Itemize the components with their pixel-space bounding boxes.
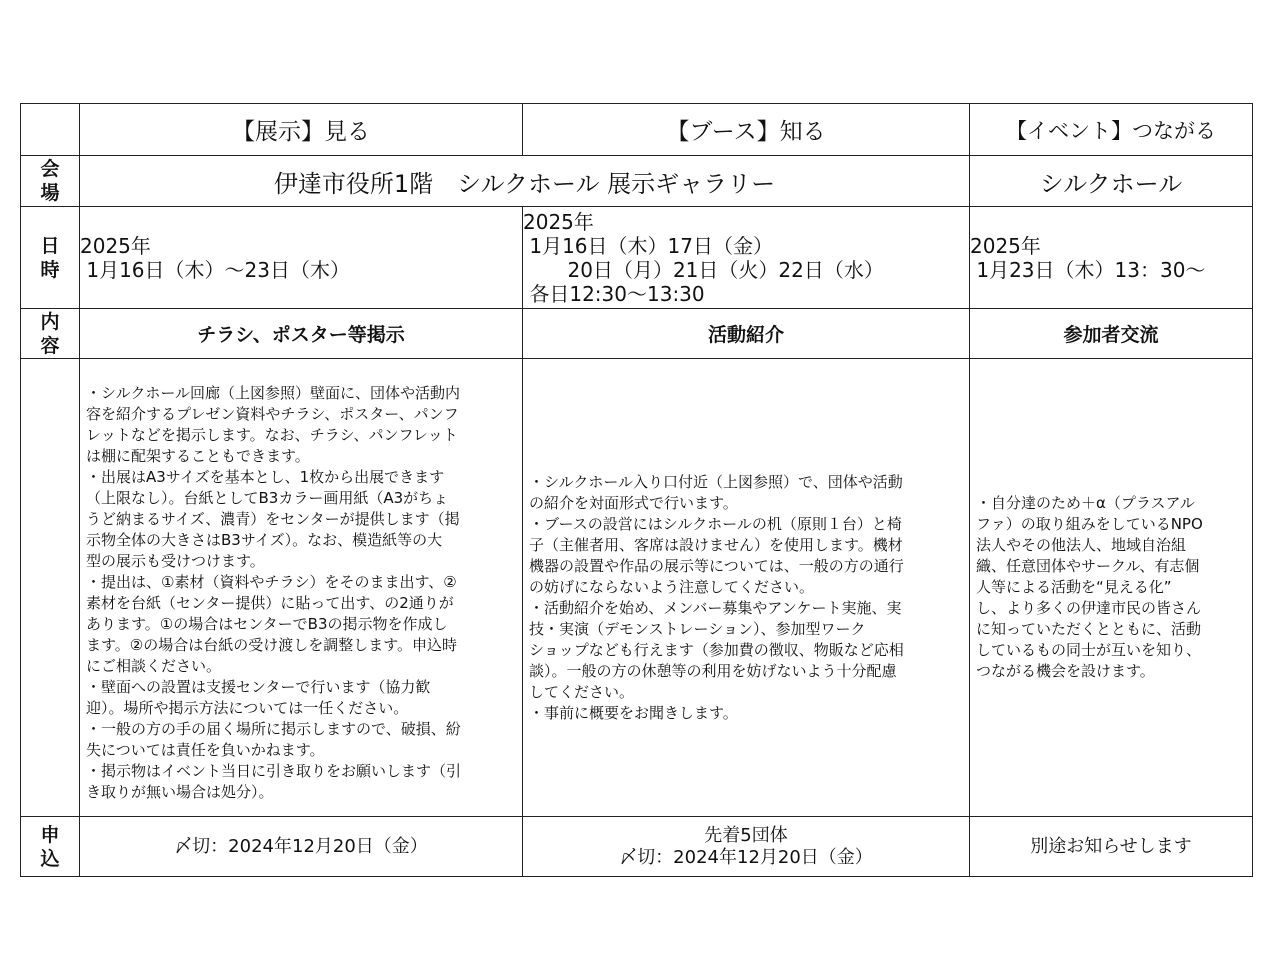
detail-exhibit: ・シルクホール回廊（上図参照）壁面に、団体や活動内 容を紹介するプレゼン資料やチラシ、ポスター、パンフ レットなどを掲示します。なお、チラシ、パンフレット は棚に配架することもできます。 ・出展はA3サイズを基本とし、1枚から出展できます （上限なし）。台紙としてB3カラー画用紙（A3がちょ うど納まるサイズ、濃青）をセンターが提供します（掲 示物全体の大きさはB3サイズ）。なお、模造紙等の大 型の展示も受けつけます。 ・提出は、①素材（資料やチラシ）をそのまま出す、② 素材を台紙（センター提供）に貼って出す、の2通りが あります。①の場合はセンターでB3の掲示物を作成し ます。②の場合は台紙の受け渡しを調整します。申込時 にご相談ください。 ・壁面への設置は支援センターで行います（協力歓 迎）。場所や掲示方法については一任ください。 ・一般の方の手の届く場所に掲示しますので、破損、紛 失については責任を負いかねます。 ・掲示物はイベント当日に引き取りをお願いします（引 き取りが無い場合は処分）。 xyxy=(80,359,523,817)
detail-booth: ・シルクホール入り口付近（上図参照）で、団体や活動 の紹介を対面形式で行います。 ・ブースの設営にはシルクホールの机（原則１台）と椅 子（主催者用、客席は設けません）を使用します。機材 機器の設置や作品の展示等については、一般の方の通行 の妨げにならないよう注意してください。 ・活動紹介を始め、メンバー募集やアンケート実施、実 技・実演（デモンストレーション）、参加型ワーク ショップなども行えます（参加費の徴収、物販など応相 談）。一般の方の休憩等の利用を妨げないよう十分配慮 してください。 ・事前に概要をお聞きします。 xyxy=(523,359,970,817)
venue-exhibit-booth: 伊達市役所1階 シルクホール 展示ギャラリー xyxy=(80,156,970,207)
apply-event: 別途お知らせします xyxy=(970,817,1253,877)
date-event: 2025年 1月23日（木）13：30～ xyxy=(970,207,1253,309)
header-event: 【イベント】つながる xyxy=(970,104,1253,156)
content-booth: 活動紹介 xyxy=(523,309,970,359)
header-row xyxy=(21,104,1253,156)
date-booth: 2025年 1月16日（木）17日（金） 20日（月）21日（火）22日（水） 各日12:30～13:30 xyxy=(523,207,970,309)
label-venue: 会 場 xyxy=(21,156,80,207)
venue-row xyxy=(21,156,1253,207)
label-apply: 申 込 xyxy=(21,817,80,877)
content-row xyxy=(21,309,1253,359)
apply-booth-limit: 先着5団体 xyxy=(704,824,788,846)
apply-row xyxy=(21,817,1253,877)
content-exhibit: チラシ、ポスター等掲示 xyxy=(80,309,523,359)
venue-event: シルクホール xyxy=(970,156,1253,207)
event-info-table xyxy=(20,103,1253,877)
apply-booth xyxy=(523,817,970,877)
apply-booth-deadline: 〆切：2024年12月20日（金） xyxy=(619,846,873,868)
header-booth: 【ブース】知る xyxy=(523,104,970,156)
apply-exhibit: 〆切：2024年12月20日（金） xyxy=(80,817,523,877)
detail-event: ・自分達のため＋α（プラスアル ファ）の取り組みをしているNPO 法人やその他法人、地域自治組 織、任意団体やサークル、有志個 人等による活動を“見える化” し、より多くの伊達市民の皆さん に知っていただくとともに、活動 しているもの同士が互いを知り、 つながる機会を設けます。 xyxy=(970,359,1253,817)
datetime-row xyxy=(21,207,1253,309)
label-detail-empty xyxy=(21,359,80,817)
detail-row xyxy=(21,359,1253,817)
content-event: 参加者交流 xyxy=(970,309,1253,359)
label-datetime: 日 時 xyxy=(21,207,80,309)
label-content: 内 容 xyxy=(21,309,80,359)
corner-cell xyxy=(21,104,80,156)
header-exhibit: 【展示】見る xyxy=(80,104,523,156)
date-exhibit: 2025年 1月16日（木）～23日（木） xyxy=(80,207,523,309)
